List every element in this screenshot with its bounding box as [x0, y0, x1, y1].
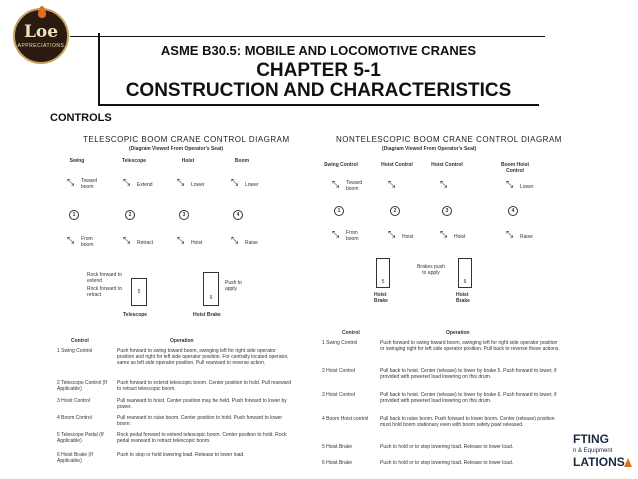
arrow-icon: ⤡: [123, 235, 131, 245]
table-row-control: 5 Hoist Brake: [322, 444, 353, 450]
flame-icon: [38, 6, 46, 18]
direction-label: Retract: [137, 240, 154, 246]
logo-sub-text: APPRECIATIONS: [17, 42, 65, 49]
pedal-label: Telescope: [123, 312, 148, 318]
hoist-brake-pedal: 6: [458, 258, 472, 288]
table-row-operation: Push forward to extend telescopic boom. Center position to hold. Pull rearward to retract telescopic boom.: [117, 380, 291, 392]
control-number: 2: [390, 206, 400, 216]
arrow-icon: ⤡: [177, 235, 185, 245]
table-row-operation: Rock pedal forward to extend telescopic boom. Center position to hold. Rock pedal rearward to retract telescopic boom.: [117, 432, 287, 444]
table-row-control: 4 Boom Hoist control: [322, 416, 369, 422]
pedal-note: Rock forward to retract: [87, 286, 123, 298]
table-row-operation: Push to hold or to stop lowering load. Release to lower load.: [380, 460, 514, 466]
table-row-operation: Pull back to hoist. Center (release) to lower by brake 6. Push forward to lower, if provided with powered load lowering on this drum.: [380, 392, 557, 404]
table-row-control: 4 Boom Control: [57, 415, 92, 421]
arrow-icon: ⤡: [231, 235, 239, 245]
arrow-icon: ⤡: [67, 177, 75, 187]
direction-label: Raise: [520, 234, 533, 240]
column-header: Swing: [69, 158, 85, 164]
table-header: Operation: [170, 338, 194, 344]
brand-text-top: FTING: [573, 432, 609, 446]
table-row-operation: Pull back to hoist. Center (release) to lower by brake 5. Push forward to lower, if provided with powered load lowering on this drum.: [380, 368, 557, 380]
arrow-icon: ⤡: [506, 179, 514, 189]
hoist-brake-pedal: 6: [203, 272, 219, 306]
direction-label: Toward boom: [346, 180, 363, 192]
column-header: Boom Hoist Control: [500, 162, 530, 174]
diagram-title: TELESCOPIC BOOM CRANE CONTROL DIAGRAM: [83, 135, 290, 144]
column-header: Telescope: [121, 158, 147, 164]
control-number: 4: [233, 210, 243, 220]
telescopic-diagram: [55, 130, 300, 470]
company-logo: [13, 8, 69, 64]
pedal-label: Hoist Brake: [193, 312, 221, 318]
logo-main-text: Loe: [23, 21, 59, 42]
column-header: Hoist: [181, 158, 195, 164]
arrow-icon: ⤡: [440, 179, 448, 189]
control-number: 2: [125, 210, 135, 220]
control-number: 1: [69, 210, 79, 220]
arrow-icon: ⤡: [388, 179, 396, 189]
pedal-label: Hoist Brake: [456, 292, 470, 304]
table-row-control: 5 Telescope Pedal (If Applicable): [57, 432, 104, 444]
table-row-control: 1 Swing Control: [322, 340, 358, 346]
control-number: 3: [442, 206, 452, 216]
arrow-icon: ⤡: [67, 235, 75, 245]
direction-label: Lower: [191, 182, 205, 188]
direction-label: From boom: [346, 230, 359, 242]
arrow-icon: ⤡: [177, 177, 185, 187]
table-row-control: 1 Swing Control: [57, 348, 93, 354]
table-row-operation: Pull rearward to raise boom. Center position to hold. Push forward to lower boom.: [117, 415, 283, 427]
standard-title: ASME B30.5: MOBILE AND LOCOMOTIVE CRANES: [160, 43, 477, 58]
arrow-icon: ⤡: [388, 229, 396, 239]
arrow-icon: ⤡: [332, 229, 340, 239]
table-row-operation: Pull rearward to hoist. Center position may be held. Push forward to lower by power.: [117, 398, 287, 410]
hoist-brake-pedal: 5: [376, 258, 390, 288]
direction-label: Extend: [137, 182, 153, 188]
nontelescopic-diagram: [318, 130, 568, 470]
table-row-operation: Push to stop or hold lowering load. Release to lower load.: [117, 452, 245, 458]
column-header: Hoist Control: [431, 162, 463, 168]
table-header: Control: [71, 338, 89, 344]
direction-label: Lower: [245, 182, 259, 188]
diagram-subtitle: (Diagram Viewed From Operator's Seat): [129, 146, 224, 152]
table-row-operation: Push forward to swing toward boom, swinging left for right side operator position or swinging right for left side operator position. Pull back to reverse these actions.: [380, 340, 560, 352]
table-row-control: 3 Hoist Control: [322, 392, 356, 398]
column-header: Boom: [234, 158, 250, 164]
table-row-operation: Pull back to raise boom. Push forward to lower boom. Center (release) position must hold boom stationary even with boom safety pawl released.: [380, 416, 555, 428]
table-row-operation: Push forward to swing toward boom, swinging left for right side operator position and right for left side operator position. For centrally located operator, same as left side operator position. Pull rearward to reverse action.: [117, 348, 289, 366]
table-row-control: 6 Hoist Brake: [322, 460, 353, 466]
arrow-icon: ⤡: [231, 177, 239, 187]
direction-label: Toward boom: [81, 178, 98, 190]
direction-label: Raise: [245, 240, 258, 246]
control-number: 4: [508, 206, 518, 216]
direction-label: From boom: [81, 236, 94, 248]
direction-label: Hoist: [402, 234, 414, 240]
control-number: 1: [334, 206, 344, 216]
column-header: Swing Control: [324, 162, 358, 168]
table-row-operation: Push to hold or to stop lowering load. Release to lower load.: [380, 444, 514, 450]
direction-label: Hoist: [454, 234, 466, 240]
diagram-subtitle: (Diagram Viewed From Operator's Seat): [382, 146, 477, 152]
arrow-icon: ⤡: [440, 229, 448, 239]
table-row-control: 3 Hoist Control: [57, 398, 91, 404]
table-row-control: 2 Hoist Control: [322, 368, 356, 374]
arrow-icon: ⤡: [332, 179, 340, 189]
brand-text-bottom: LATIONS: [573, 455, 625, 469]
pedal-note: Rock forward to extend: [87, 272, 123, 284]
table-row-control: 6 Hoist Brake (If Applicable): [57, 452, 93, 464]
brand-text-mid: n & Equipment: [573, 448, 613, 454]
table-row-control: 2 Telescope Control (If Applicable): [57, 380, 107, 392]
direction-label: Hoist: [191, 240, 203, 246]
chapter-subtitle: CONSTRUCTION AND CHARACTERISTICS: [125, 80, 512, 101]
pedal-note: Push to apply: [225, 280, 242, 292]
column-header: Hoist Control: [381, 162, 413, 168]
table-header: Control: [342, 330, 360, 336]
section-label: CONTROLS: [50, 112, 112, 124]
table-header: Operation: [446, 330, 470, 336]
diagram-title: NONTELESCOPIC BOOM CRANE CONTROL DIAGRAM: [336, 135, 562, 144]
brand-corner: [576, 415, 638, 479]
control-number: 3: [179, 210, 189, 220]
pedal-label: Hoist Brake: [374, 292, 388, 304]
pedal-note: Brakes push to apply: [417, 264, 445, 276]
safety-cone-icon: [624, 458, 632, 467]
arrow-icon: ⤡: [123, 177, 131, 187]
telescope-pedal: 5: [131, 278, 147, 306]
chapter-title: CHAPTER 5-1: [256, 60, 381, 81]
arrow-icon: ⤡: [506, 229, 514, 239]
direction-label: Lower: [520, 184, 534, 190]
